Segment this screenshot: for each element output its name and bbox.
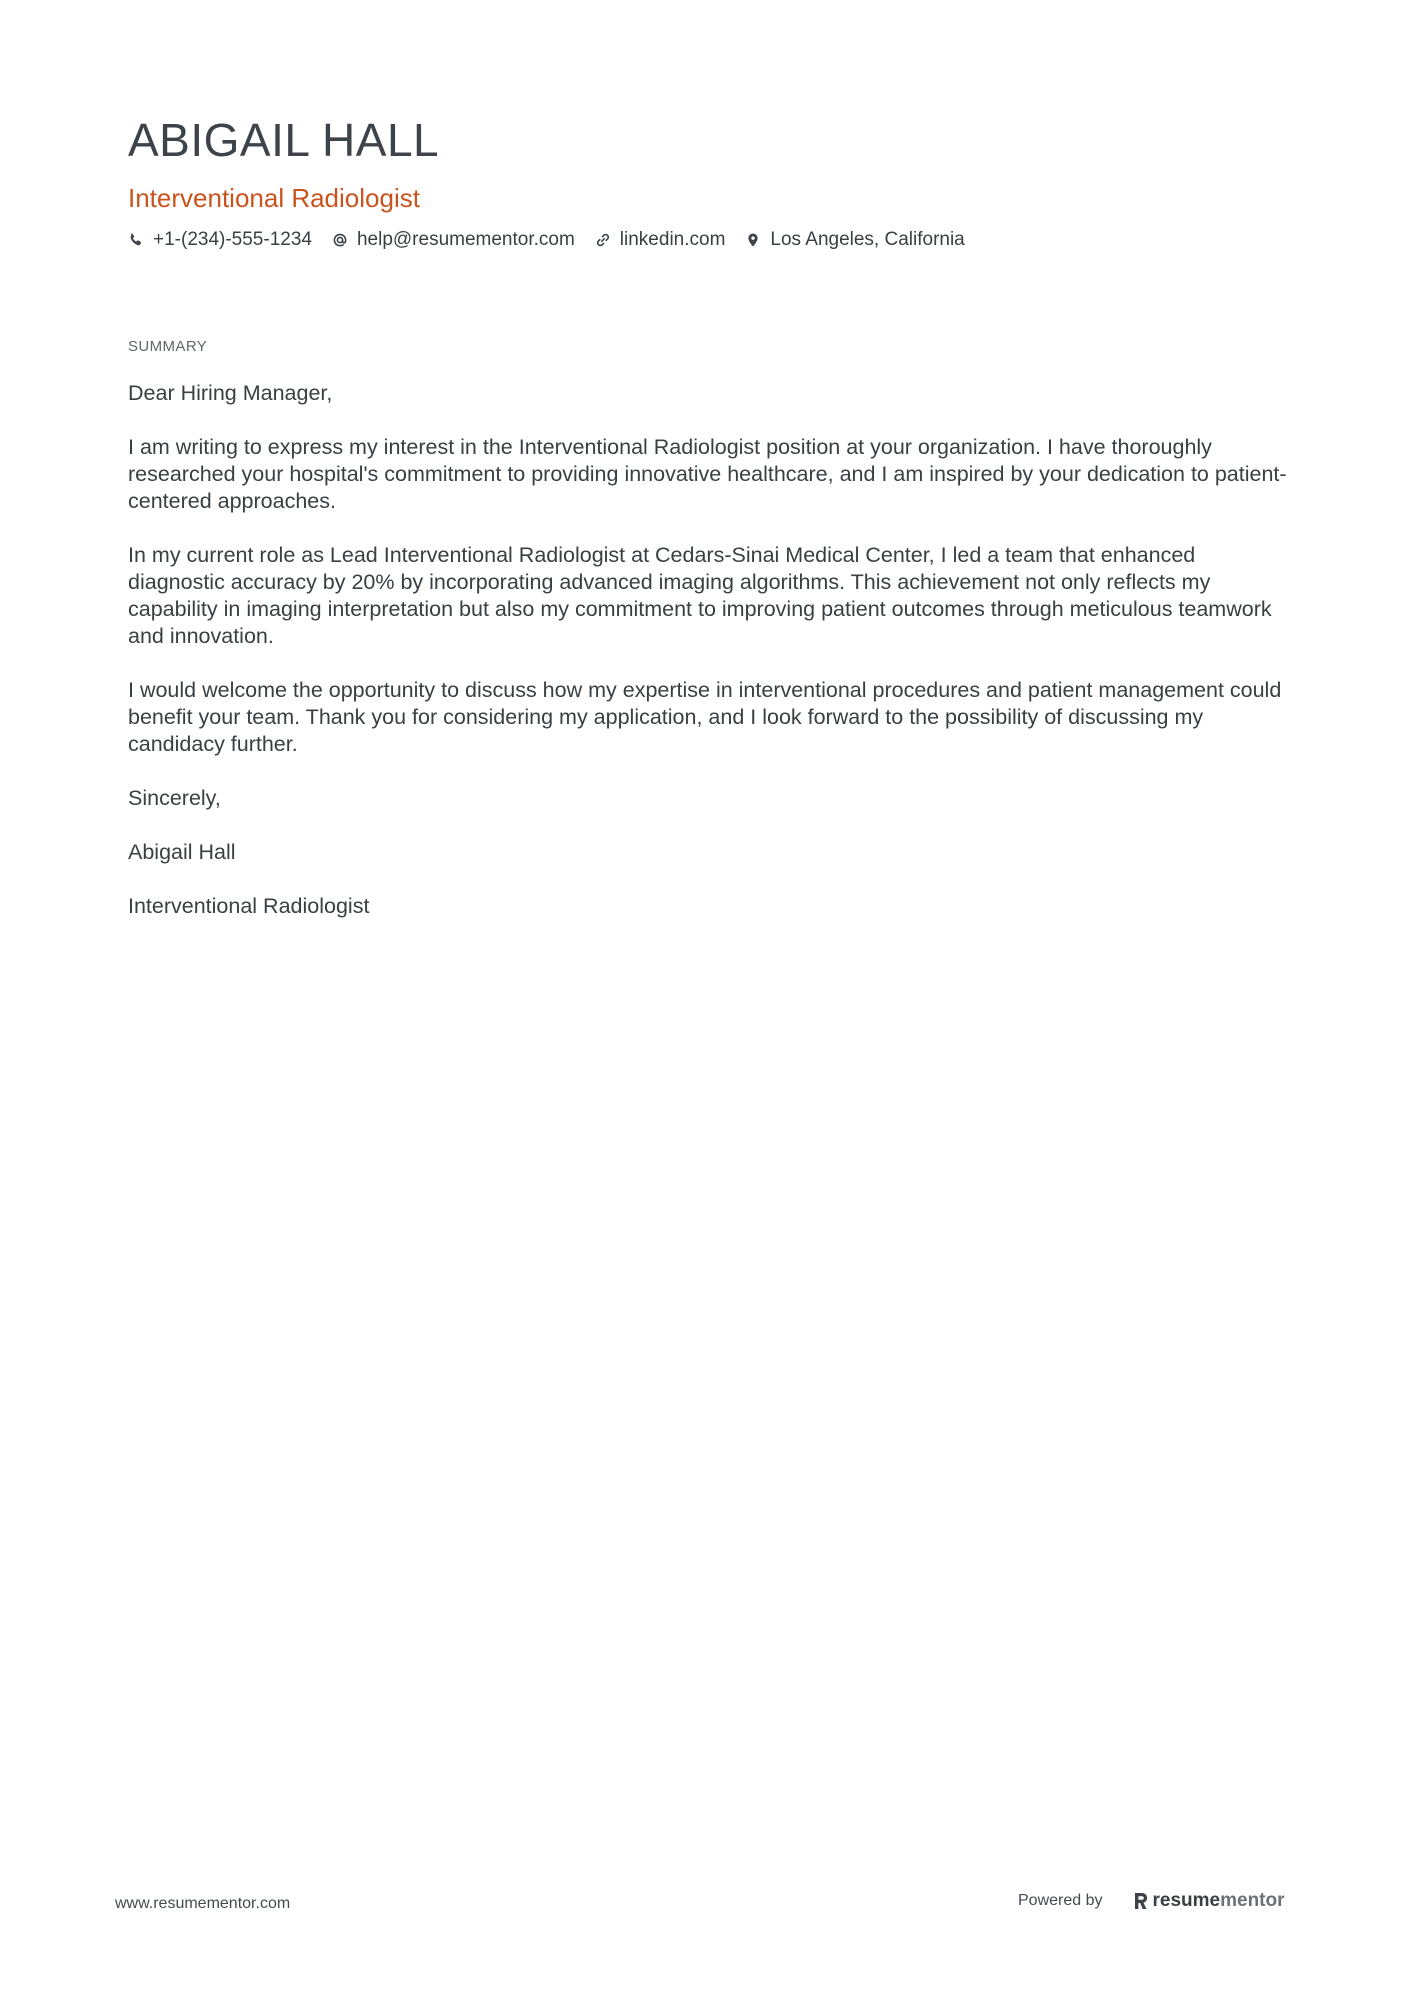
brand-logo[interactable] xyxy=(1133,1890,1285,1912)
brand-name-part2: mentor xyxy=(1220,1890,1285,1911)
phone-text: +1-(234)-555-1234 xyxy=(153,229,312,250)
letter-paragraph: I would welcome the opportunity to discuss how my expertise in interventional procedures and patient management could benefit your team. Thank you for considering my application, and I look forward to the possibility of discussing my candidacy further. xyxy=(128,678,1282,756)
linkedin-link[interactable]: linkedin.com xyxy=(619,229,726,250)
phone-icon xyxy=(128,232,144,248)
footer-website-link[interactable]: www.resumementor.com xyxy=(115,1895,291,1912)
candidate-name: ABIGAIL HALL xyxy=(128,114,440,166)
header xyxy=(128,112,1288,253)
section-heading-summary: SUMMARY xyxy=(128,338,208,355)
resumementor-logo-icon xyxy=(1133,1890,1149,1912)
contact-location xyxy=(745,227,964,253)
signature-title: Interventional Radiologist xyxy=(128,894,370,918)
greeting: Dear Hiring Manager, xyxy=(128,381,333,405)
signature-name: Abigail Hall xyxy=(128,840,236,864)
closing: Sincerely, xyxy=(128,786,221,810)
contact-email[interactable] xyxy=(332,227,575,253)
brand-name-part1: resume xyxy=(1152,1890,1221,1911)
location-text: Los Angeles, California xyxy=(770,229,965,250)
location-pin-icon xyxy=(745,232,761,248)
footer-branding xyxy=(1018,1890,1285,1912)
email-link[interactable]: help@resumementor.com xyxy=(356,229,575,250)
at-icon xyxy=(332,232,348,248)
letter-paragraph: In my current role as Lead Interventional Radiologist at Cedars-Sinai Medical Center, I led a team that enhanced diagnostic accuracy by 20% by incorporating advanced imaging algorithms. This achievement not only reflects my capability in imaging interpretation but also my commitment to improving patient outcomes through meticulous teamwork and innovation. xyxy=(128,543,1272,648)
contact-bar xyxy=(128,227,1288,253)
contact-linkedin[interactable] xyxy=(595,227,726,253)
letter-body xyxy=(128,380,1293,947)
link-icon xyxy=(595,232,611,248)
contact-phone xyxy=(128,227,312,253)
letter-paragraph: I am writing to express my interest in the Interventional Radiologist position at your organization. I have thoroughly researched your hospital's commitment to providing innovative healthcare, and I am inspired by your dedication to patient-centered approaches. xyxy=(128,435,1287,513)
job-title: Interventional Radiologist xyxy=(128,183,420,213)
powered-by-label: Powered by xyxy=(1018,1892,1103,1909)
